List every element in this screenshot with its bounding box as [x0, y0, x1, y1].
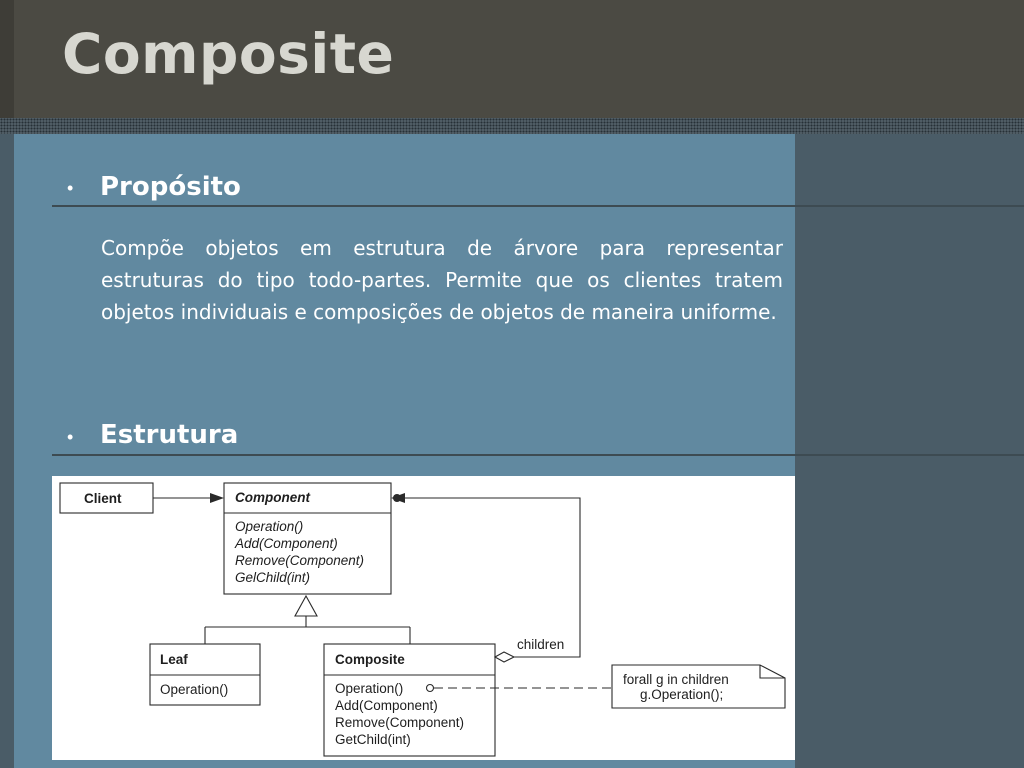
- children-label: children: [517, 637, 565, 652]
- client-arrowhead: [210, 493, 224, 503]
- composite-name: Composite: [335, 652, 405, 667]
- dotted-separator: [0, 118, 1024, 134]
- leaf-name: Leaf: [160, 652, 188, 667]
- aggregation-diamond: [495, 652, 514, 662]
- composite-op-4: GetChild(int): [335, 732, 411, 747]
- association-dot: [393, 494, 401, 502]
- side-panel: [795, 134, 1024, 768]
- component-op-1: Operation(): [235, 519, 304, 534]
- component-op-2: Add(Component): [235, 536, 338, 551]
- slide-title: Composite: [62, 22, 395, 86]
- note-line-1: forall g in children: [623, 672, 729, 687]
- bullet-structure: •: [67, 427, 74, 447]
- component-op-4: GelChild(int): [235, 570, 311, 585]
- composite-op-3: Remove(Component): [335, 715, 465, 730]
- heading-purpose: Propósito: [100, 172, 241, 202]
- component-op-3: Remove(Component): [235, 553, 365, 568]
- bullet-purpose: •: [67, 178, 74, 198]
- title-bar: [0, 0, 1024, 118]
- uml-diagram-canvas: [52, 476, 795, 760]
- divider-structure: [52, 454, 1024, 456]
- uml-diagram: [52, 476, 795, 760]
- children-aggregation-line: [404, 498, 580, 657]
- heading-structure: Estrutura: [100, 420, 239, 450]
- leaf-op-1: Operation(): [160, 682, 229, 697]
- client-label: Client: [84, 491, 122, 506]
- composite-op-1: Operation(): [335, 681, 404, 696]
- purpose-description: Compõe objetos em estrutura de árvore para representar estruturas do tipo todo-partes. Permite que os clientes tratem objetos individuais e composições de objetos de maneira uniforme.: [101, 236, 783, 324]
- note-line-2: g.Operation();: [640, 687, 724, 702]
- composite-op-2: Add(Component): [335, 698, 438, 713]
- title-bar-accent: [0, 0, 14, 118]
- divider-purpose: [52, 205, 1024, 207]
- inheritance-triangle: [295, 596, 317, 616]
- note-anchor-circle: [427, 685, 434, 692]
- component-name: Component: [235, 490, 310, 505]
